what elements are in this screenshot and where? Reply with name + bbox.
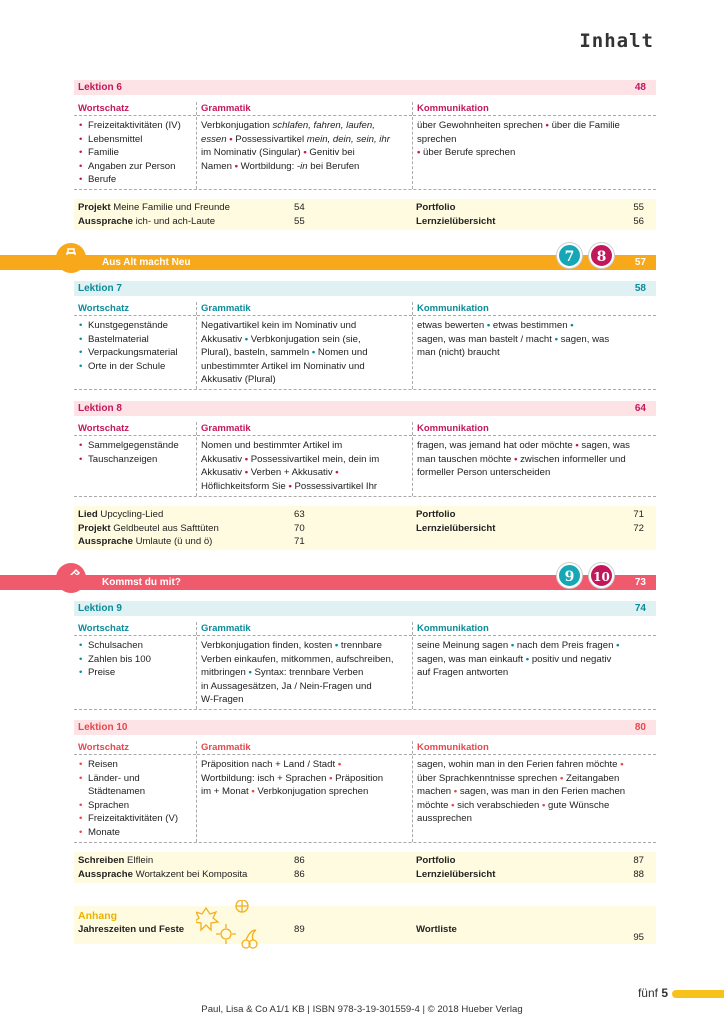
- col-head-wortschatz: Wortschatz: [74, 622, 196, 636]
- kommunikation-line: möchte • sich verabschieden • gute Wünsche: [417, 799, 610, 811]
- grammatik-line: im + Monat • Verbkonjugation sprechen: [201, 786, 369, 798]
- col-head-wortschatz: Wortschatz: [74, 422, 196, 436]
- lesson-header-10[interactable]: [74, 720, 656, 735]
- kommunikation-line: über Sprachkenntnisse sprechen • Zeitangaben: [417, 772, 620, 784]
- wortschatz-item: • Freizeitaktivitäten (V): [78, 812, 192, 826]
- col-head-wortschatz: Wortschatz: [74, 741, 196, 755]
- lesson-title: Lektion 6: [78, 82, 122, 93]
- wortschatz-item: • Freizeitaktivitäten (IV): [78, 119, 192, 133]
- kommunikation-line: fragen, was jemand hat oder möchte • sagen, was: [417, 440, 630, 451]
- summary-box-10: [74, 852, 656, 883]
- summary-row[interactable]: Projekt Geldbeutel aus Safttüten 70 Lernzielübersicht 72: [78, 522, 644, 534]
- badge-10: 10: [589, 563, 614, 588]
- page-number: fünf 5: [637, 986, 668, 1000]
- grammatik-line: Verben einkaufen, mitkommen, aufschreiben,: [201, 653, 394, 665]
- lesson-table-6: [74, 102, 656, 190]
- col-head-kommunikation: Kommunikation: [413, 422, 656, 436]
- grammatik-line: Negativartikel kein im Nominativ und: [201, 320, 357, 331]
- wortschatz-item: • Kunstgegenstände: [78, 319, 192, 333]
- anhang-page-1: 89: [294, 924, 305, 935]
- lesson-title: Lektion 9: [78, 603, 122, 614]
- col-head-grammatik: Grammatik: [197, 622, 412, 636]
- col-head-wortschatz: Wortschatz: [74, 302, 196, 316]
- col-head-kommunikation: Kommunikation: [413, 102, 656, 116]
- wortschatz-item: • Angaben zur Person: [78, 160, 192, 174]
- lesson-header-9[interactable]: [74, 601, 656, 616]
- lesson-title: Lektion 10: [78, 722, 128, 733]
- col-head-wortschatz: Wortschatz: [74, 102, 196, 116]
- lesson-page: 64: [634, 403, 646, 414]
- kommunikation-line: man tauschen möchte • zwischen informeller und: [417, 453, 626, 465]
- lesson-table-7: [74, 302, 656, 390]
- col-head-kommunikation: Kommunikation: [413, 622, 656, 636]
- kommunikation-line: man (nicht) braucht: [417, 347, 500, 359]
- wortliste-link[interactable]: Wortliste: [416, 924, 457, 935]
- lesson-title: Lektion 8: [78, 403, 122, 414]
- lesson-header-6[interactable]: [74, 80, 656, 95]
- col-head-kommunikation: Kommunikation: [413, 741, 656, 755]
- grammatik-line: Akkusativ • Possessivartikel mein, dein im: [201, 453, 380, 465]
- kommunikation-line: aussprechen: [417, 813, 472, 825]
- lesson-header-8[interactable]: [74, 401, 656, 416]
- col-head-grammatik: Grammatik: [197, 102, 412, 116]
- summary-box-6: [74, 199, 656, 230]
- kommunikation-line: formeller Person unterscheiden: [417, 467, 551, 479]
- wortschatz-item: • Berufe: [78, 173, 192, 187]
- summary-box-8: [74, 506, 656, 550]
- wortschatz-item: • Familie: [78, 146, 192, 160]
- kommunikation-line: seine Meinung sagen • nach dem Preis fragen •: [417, 640, 620, 651]
- wortschatz-item: • Bastelmaterial: [78, 333, 192, 347]
- kommunikation-line: auf Fragen antworten: [417, 667, 509, 679]
- lesson-page: 48: [634, 82, 646, 93]
- wortschatz-item: • Monate: [78, 826, 192, 840]
- summary-row[interactable]: Aussprache Wortakzent bei Komposita 86 Lernzielübersicht 88: [78, 868, 644, 880]
- badge-9: 9: [557, 563, 582, 588]
- lesson-page: 74: [634, 603, 646, 614]
- wortschatz-item: • Schulsachen: [78, 639, 192, 653]
- grammatik-line: Verbkonjugation finden, kosten • trennbare: [201, 640, 382, 651]
- wortschatz-item: • Sprachen: [78, 799, 192, 813]
- col-head-grammatik: Grammatik: [197, 422, 412, 436]
- wortschatz-item: • Tauschanzeigen: [78, 453, 192, 467]
- grammatik-line: Akkusativ • Verbkonjugation sein (sie,: [201, 333, 361, 345]
- summary-row[interactable]: Lied Upcycling-Lied 63 Portfolio 71: [78, 509, 644, 520]
- lesson-page: 58: [634, 283, 646, 294]
- season-icons: [196, 900, 260, 952]
- page-title: Inhalt: [579, 30, 654, 52]
- summary-row[interactable]: Schreiben Elflein 86 Portfolio 87: [78, 855, 644, 866]
- anhang-page-2: 95: [633, 932, 644, 943]
- lesson-title: Lektion 7: [78, 283, 122, 294]
- col-head-grammatik: Grammatik: [197, 302, 412, 316]
- summary-row[interactable]: Aussprache Umlaute (ü und ö) 71: [78, 536, 305, 548]
- col-head-grammatik: Grammatik: [197, 741, 412, 755]
- badge-7: 7: [557, 243, 582, 268]
- wortschatz-item: • Orte in der Schule: [78, 360, 192, 374]
- lesson-header-7[interactable]: [74, 281, 656, 296]
- summary-row[interactable]: Aussprache ich- und ach-Laute 55 Lernzielübersicht 56: [78, 215, 644, 227]
- anhang-title: Anhang: [78, 910, 118, 922]
- wortschatz-item: • Sammelgegenstände: [78, 439, 192, 453]
- kommunikation-line: etwas bewerten • etwas bestimmen •: [417, 320, 574, 331]
- col-head-kommunikation: Kommunikation: [413, 302, 656, 316]
- lesson-page: 80: [634, 722, 646, 733]
- wortschatz-item: • Preise: [78, 666, 192, 680]
- wortschatz-item: • Länder- und Städtenamen: [78, 772, 192, 799]
- wortschatz-item: • Lebensmittel: [78, 133, 192, 147]
- kommunikation-line: sagen, was man bastelt / macht • sagen, was: [417, 333, 610, 345]
- unit-title: Aus Alt macht Neu: [102, 257, 191, 268]
- grammatik-line: Akkusativ (Plural): [201, 374, 276, 386]
- grammatik-line: Nomen und bestimmter Artikel im: [201, 440, 343, 451]
- grammatik-line: Akkusativ • Verben + Akkusativ •: [201, 467, 339, 479]
- kommunikation-line: sagen, was man einkauft • positiv und negativ: [417, 653, 612, 665]
- grammatik-text: Verbkonjugation schlafen, fahren, laufen, essen • Possessivartikel mein, dein, sein, ihr im Nominativ (Singular) • Genitiv bei Namen • Wortbildung: -in bei Berufen: [201, 120, 390, 172]
- kommunikation-line: machen • sagen, was man in den Ferien machen: [417, 786, 626, 798]
- grammatik-line: mitbringen • Syntax: trennbare Verben: [201, 667, 364, 679]
- summary-row[interactable]: Projekt Meine Familie und Freunde 54 Portfolio 55: [78, 202, 644, 213]
- page-strip: [672, 990, 724, 998]
- wortschatz-item: • Zahlen bis 100: [78, 653, 192, 667]
- kommunikation-line: sagen, wohin man in den Ferien fahren möchte •: [417, 759, 624, 770]
- grammatik-line: Wortbildung: isch + Sprachen • Präposition: [201, 772, 384, 784]
- grammatik-line: unbestimmter Artikel im Nominativ und: [201, 360, 365, 372]
- unit-title: Kommst du mit?: [102, 577, 181, 588]
- grammatik-line: Höflichkeitsform Sie • Possessivartikel Ihr: [201, 480, 378, 492]
- wortschatz-item: • Reisen: [78, 758, 192, 772]
- lesson-table-9: [74, 622, 656, 710]
- anhang-sub[interactable]: Jahreszeiten und Feste: [78, 924, 185, 935]
- lesson-table-10: [74, 741, 656, 843]
- lesson-table-8: [74, 422, 656, 497]
- badge-8: 8: [589, 243, 614, 268]
- grammatik-line: in Aussagesätzen, Ja / Nein-Fragen und: [201, 680, 372, 692]
- grammatik-line: Präposition nach + Land / Stadt •: [201, 759, 342, 770]
- unit-page: 73: [634, 577, 646, 588]
- footer-credit: Paul, Lisa & Co A1/1 KB | ISBN 978-3-19-301559-4 | © 2018 Hueber Verlag: [201, 1004, 523, 1015]
- kommunikation-text: über Gewohnheiten sprechen • über die Familie sprechen • über Berufe sprechen: [417, 120, 620, 159]
- grammatik-line: Plural), basteln, sammeln • Nomen und: [201, 347, 368, 359]
- grammatik-line: W-Fragen: [201, 694, 244, 706]
- wortschatz-item: • Verpackungsmaterial: [78, 346, 192, 360]
- unit-page: 57: [634, 257, 646, 268]
- anhang-box: [74, 906, 656, 944]
